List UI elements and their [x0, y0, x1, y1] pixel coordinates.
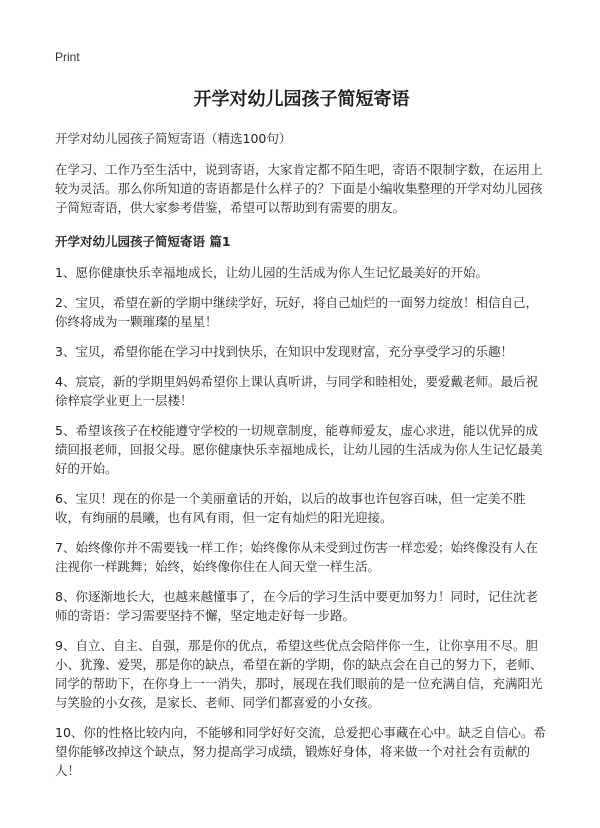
list-item: 6、宝贝！现在的你是一个美丽童话的开始，以后的故事也许包容百味，但一定美不胜收，有绚丽的晨曦，也有风有雨，但一定有灿烂的阳光迎接。	[55, 491, 526, 525]
print-link[interactable]: Print	[55, 50, 80, 64]
subtitle: 开学对幼儿园孩子简短寄语（精选100句）	[55, 131, 292, 146]
intro-paragraph: 在学习、工作乃至生活中，说到寄语，大家肯定都不陌生吧，寄语不限制字数，在运用上较为灵活。那么你所知道的寄语都是什么样子的？下面是小编收集整理的开学对幼儿园孩子简短寄语，供大家参考借鉴，希望可以帮助到有需要的朋友。	[55, 162, 543, 215]
blessing-list	[55, 263, 548, 780]
list-item: 10、你的性格比较内向，不能够和同学好好交流，总爱把心事藏在心中。缺乏自信心。希望你能够改掉这个缺点，努力提高学习成绩，锻炼好身体，将来做一个对社会有贡献的人！	[55, 725, 546, 778]
list-item: 4、宸宸，新的学期里妈妈希望你上课认真听讲，与同学和睦相处，要爱戴老师。最后祝徐梓宸学业更上一层楼！	[55, 374, 538, 408]
list-item: 5、希望该孩子在校能遵守学校的一切规章制度，能尊师爱友，虚心求进，能以优异的成绩回报老师，回报父母。愿你健康快乐幸福地成长，让幼儿园的生活成为你人生记忆最美好的开始。	[55, 423, 543, 476]
list-item: 9、自立、自主、自强，那是你的优点，希望这些优点会陪伴你一生，让你享用不尽。胆小、犹豫、爱哭，那是你的缺点，希望在新的学期，你的缺点会在自己的努力下，老师、同学的帮助下，在你身上一一消失，那时，展现在我们眼前的是一位充满自信，充满阳光与笑脸的小女孩，是家长、老师、同学们都喜爱的小女孩。	[55, 638, 543, 710]
list-item: 2、宝贝，希望在新的学期中继续学好，玩好，将自己灿烂的一面努力绽放！相信自己，你终将成为一颗璀璨的星星！	[55, 295, 538, 329]
list-item: 3、宝贝，希望你能在学习中找到快乐，在知识中发现财富，充分享受学习的乐趣！	[55, 344, 513, 359]
page-title: 开学对幼儿园孩子简短寄语	[193, 89, 410, 110]
list-item: 8、你逐渐地长大，也越来越懂事了，在今后的学习生活中要更加努力！同时，记住沈老师的寄语：学习需要坚持不懈，坚定地走好每一步路。	[55, 589, 538, 623]
section-heading: 开学对幼儿园孩子简短寄语 篇1	[55, 234, 231, 249]
list-item: 1、愿你健康快乐幸福地成长，让幼儿园的生活成为你人生记忆最美好的开始。	[55, 265, 488, 280]
list-item: 7、始终像你并不需要钱一样工作；始终像你从未受到过伤害一样恋爱；始终像没有人在注视你一样跳舞；始终，始终像你住在人间天堂一样生活。	[55, 540, 538, 574]
